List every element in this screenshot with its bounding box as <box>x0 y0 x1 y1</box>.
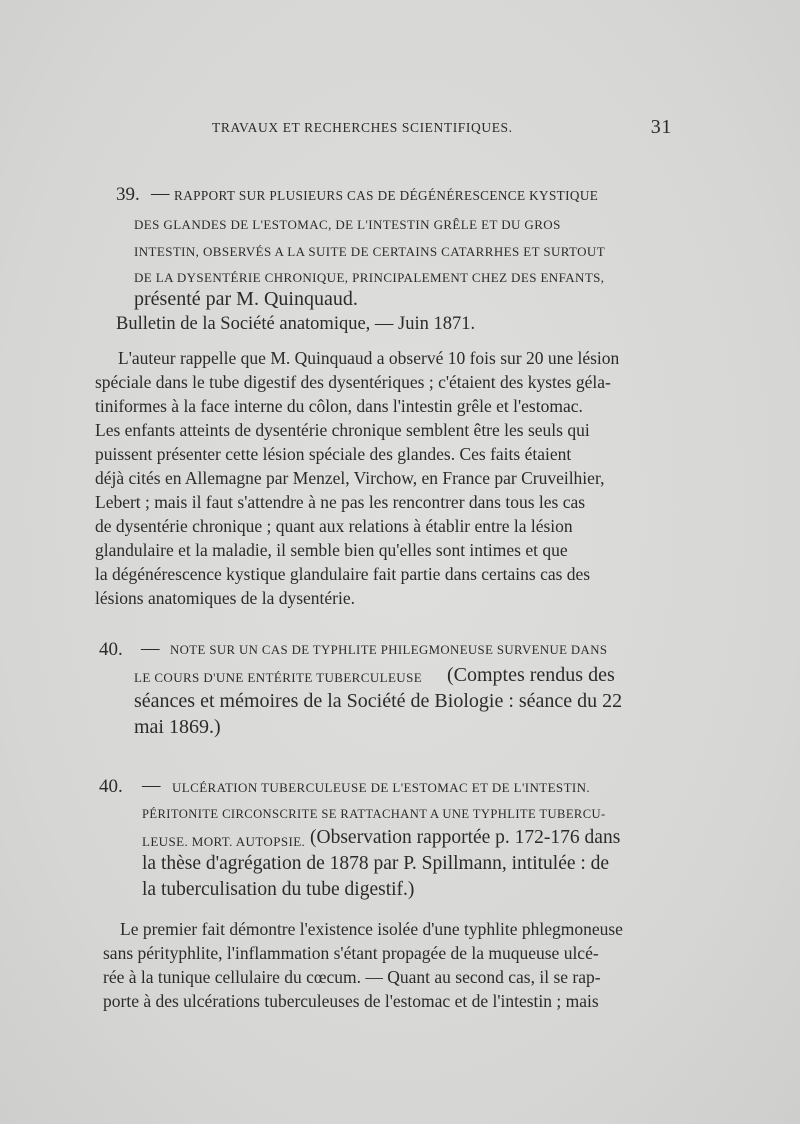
entry-40-source: (Comptes rendus des <box>447 664 615 686</box>
entry-39-title-line: DES GLANDES DE L'ESTOMAC, DE L'INTESTIN GRÊLE ET DU GROS <box>134 217 561 232</box>
entry-39-number: 39. <box>116 184 140 205</box>
entry-40b-title-line: PÉRITONITE CIRCONSCRITE SE RATTACHANT A UNE TYPHLITE TUBERCU- <box>142 807 606 821</box>
entry-40-title-line: LE COURS D'UNE ENTÉRITE TUBERCULEUSE <box>134 670 423 685</box>
paragraph-line: sans pérityphlite, l'inflammation s'étant propagée de la muqueuse ulcé- <box>103 943 599 963</box>
paragraph-line: spéciale dans le tube digestif des dysentériques ; c'étaient des kystes géla- <box>95 372 611 392</box>
entry-40-source: séances et mémoires de la Société de Biologie : séance du 22 <box>134 690 623 712</box>
running-title: TRAVAUX ET RECHERCHES SCIENTIFIQUES. <box>212 120 513 135</box>
paragraph-line: la dégénérescence kystique glandulaire fait partie dans certains cas des <box>95 564 591 584</box>
paragraph-line: L'auteur rappelle que M. Quinquaud a observé 10 fois sur 20 une lésion <box>118 348 620 368</box>
paragraph-line: rée à la tunique cellulaire du cœcum. — Quant au second cas, il se rap- <box>103 967 601 987</box>
entry-39-title-line: RAPPORT SUR PLUSIEURS CAS DE DÉGÉNÉRESCENCE KYSTIQUE <box>174 188 599 203</box>
paragraph-line: de dysentérie chronique ; quant aux relations à établir entre la lésion <box>95 516 573 536</box>
paragraph-line: puissent présenter cette lésion spéciale des glandes. Ces faits étaient <box>95 444 572 464</box>
entry-39-dash: — <box>151 184 170 204</box>
entry-39-title-line: DE LA DYSENTÉRIE CHRONIQUE, PRINCIPALEMENT CHEZ DES ENFANTS, <box>134 270 605 285</box>
entry-39-bulletin: Bulletin de la Société anatomique, — Juin 1871. <box>116 314 476 334</box>
paragraph-line: déjà cités en Allemagne par Menzel, Virchow, en France par Cruveilhier, <box>95 468 605 488</box>
entry-40b-source: la thèse d'agrégation de 1878 par P. Spillmann, intitulée : de <box>142 853 610 874</box>
running-header <box>212 118 672 140</box>
entry-40b-source: (Observation rapportée p. 172-176 dans <box>310 827 621 848</box>
entry-39-title-line: INTESTIN, OBSERVÉS A LA SUITE DE CERTAINS CATARRHES ET SURTOUT <box>134 244 606 259</box>
paragraph-line: glandulaire et la maladie, il semble bien qu'elles sont intimes et que <box>95 540 568 560</box>
entry-40-dash: — <box>141 639 160 659</box>
entry-40-source: mai 1869.) <box>134 716 221 738</box>
paragraph-line: lésions anatomiques de la dysentérie. <box>95 588 355 608</box>
page-number: 31 <box>650 116 672 138</box>
paragraph-line: Lebert ; mais il faut s'attendre à ne pas les rencontrer dans tous les cas <box>95 492 586 512</box>
entry-40b-dash: — <box>142 776 161 796</box>
paragraph-line: porte à des ulcérations tuberculeuses de l'estomac et de l'intestin ; mais <box>103 991 599 1011</box>
entry-40b-number: 40. <box>99 776 123 797</box>
entry-40-number: 40. <box>99 639 123 660</box>
entry-39-presenter: présenté par M. Quinquaud. <box>134 288 358 310</box>
paragraph-line: Le premier fait démontre l'existence isolée d'une typhlite phlegmoneuse <box>120 919 623 939</box>
entry-40b-title-line: ULCÉRATION TUBERCULEUSE DE L'ESTOMAC ET DE L'INTESTIN. <box>172 780 591 795</box>
paragraph-line: tiniformes à la face interne du côlon, dans l'intestin grêle et l'estomac. <box>95 396 583 416</box>
entry-40b-title-line: LEUSE. MORT. AUTOPSIE. <box>142 834 306 849</box>
entry-40b-source: la tuberculisation du tube digestif.) <box>142 879 415 900</box>
paragraph-line: Les enfants atteints de dysentérie chronique semblent être les seuls qui <box>95 420 590 440</box>
entry-40-title-line: NOTE SUR UN CAS DE TYPHLITE PHILEGMONEUSE SURVENUE DANS <box>170 643 608 657</box>
